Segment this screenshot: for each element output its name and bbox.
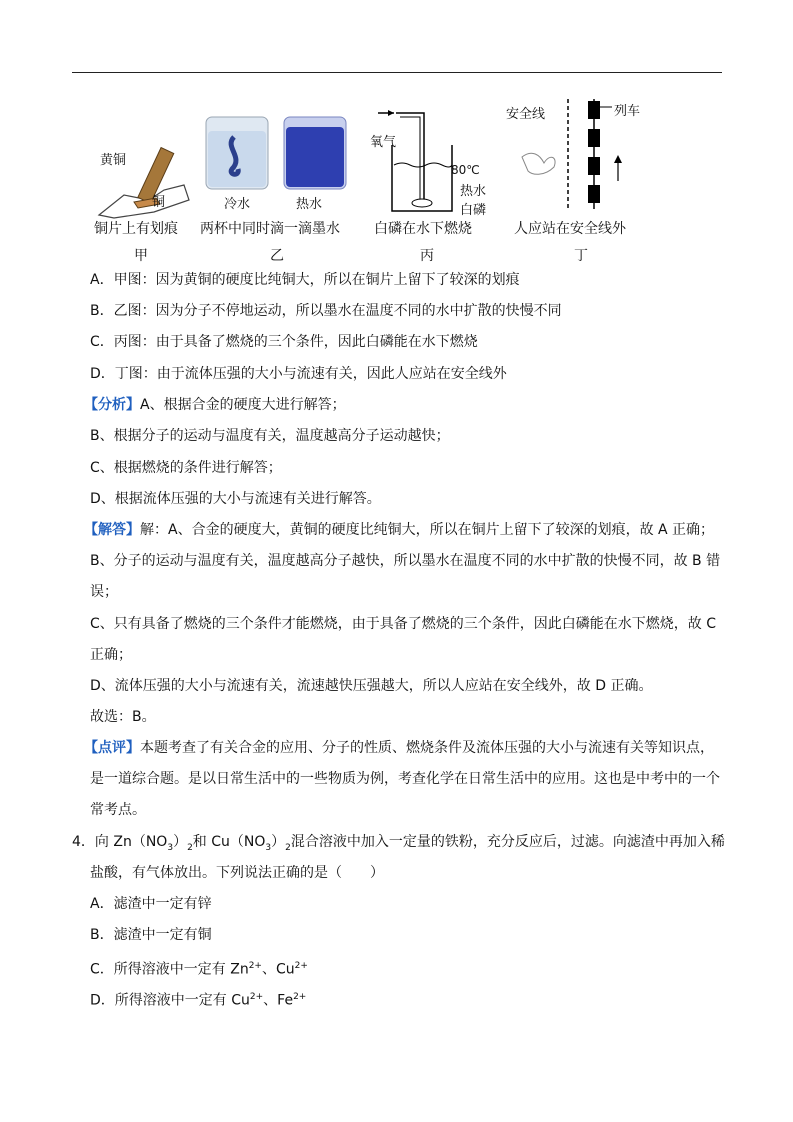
cold-water-label: 冷水 [224, 197, 251, 212]
analysis-text-1: A、根据合金的硬度大进行解答； [140, 397, 346, 413]
brass-label: 黄铜 [100, 153, 127, 168]
q4-option-d-mid: 、Fe [263, 992, 294, 1009]
q4-option-b: B．滤渣中一定有铜 [90, 927, 212, 943]
letter-ding: 丁 [574, 248, 588, 264]
ion-charge: 2+ [294, 961, 308, 971]
letter-bing: 丙 [420, 248, 434, 264]
answer-line-1 [84, 520, 714, 540]
copper-label: 铜 [152, 195, 166, 210]
ion-charge: 2+ [293, 992, 307, 1002]
caption-ding: 人应站在安全线外 [514, 221, 626, 237]
q4-stem-1a: 向 Zn（NO [94, 834, 168, 850]
answer-line-5: 正确； [90, 647, 132, 663]
caption-yi: 两杯中同时滴一滴墨水 [200, 221, 340, 237]
answer-line-6: D、流体压强的大小与流速有关，流速越快压强越大，所以人应站在安全线外，故 D 正确。 [90, 678, 653, 694]
q4-sub-3b: 3 [265, 842, 272, 853]
q3-option-c: C．丙图：由于具备了燃烧的三个条件，因此白磷能在水下燃烧 [90, 334, 478, 350]
comment-line-2: 是一道综合题。是以日常生活中的一些物质为例，考查化学在日常生活中的应用。这也是中考中的一个 [90, 771, 720, 787]
q4-stem-line-1 [72, 832, 725, 858]
analysis-line-1 [84, 395, 346, 415]
analysis-line-3: C、根据燃烧的条件进行解答； [90, 460, 282, 476]
answer-line-4: C、只有具备了燃烧的三个条件才能燃烧，由于具备了燃烧的三个条件，因此白磷能在水下燃烧，故 C [90, 616, 716, 632]
oxygen-label: 氧气 [370, 135, 397, 150]
answer-tag: 【解答】 [84, 522, 140, 538]
q3-option-d: D．丁图：由于流体压强的大小与流速有关，因此人应站在安全线外 [90, 366, 507, 382]
q3-option-a: A．甲图：因为黄铜的硬度比纯铜大，所以在铜片上留下了较深的划痕 [90, 272, 520, 288]
q4-option-c-pre: C．所得溶液中一定有 Zn [90, 961, 249, 978]
q4-option-d-pre: D．所得溶液中一定有 Cu [90, 992, 250, 1009]
q4-sub-2b: 2 [285, 842, 291, 853]
figure-panel [84, 95, 644, 265]
caption-jia: 铜片上有划痕 [94, 221, 178, 237]
letter-jia: 甲 [134, 248, 148, 264]
answer-text-1: 解：A、合金的硬度大，黄铜的硬度比纯铜大，所以在铜片上留下了较深的划痕，故 A 正确； [140, 522, 715, 538]
temperature-label: 80℃ [451, 163, 480, 177]
q4-sub-2a: 2 [187, 842, 193, 853]
ink-beakers-illustration [204, 113, 354, 193]
analysis-line-4: D、根据流体压强的大小与流速有关进行解答。 [90, 491, 381, 507]
analysis-tag: 【分析】 [84, 397, 140, 413]
answer-line-3: 误； [90, 584, 118, 600]
hot-water-label: 热水 [296, 197, 323, 212]
white-phosphorus-label: 白磷 [460, 203, 487, 218]
q3-option-b: B．乙图：因为分子不停地运动，所以墨水在温度不同的水中扩散的快慢不同 [90, 303, 562, 319]
q4-option-a: A．滤渣中一定有锌 [90, 896, 212, 912]
ion-charge: 2+ [248, 961, 262, 971]
q4-stem-1b: ） [173, 834, 188, 850]
hot-water-bing-label: 热水 [460, 184, 487, 199]
letter-yi: 乙 [270, 248, 284, 264]
comment-text-1: 本题考查了有关合金的应用、分子的性质、燃烧条件及流体压强的大小与流速有关等知识点， [140, 740, 714, 756]
train-label: 列车 [614, 104, 641, 119]
caption-bing: 白磷在水下燃烧 [374, 221, 472, 237]
q4-stem-1b2: ） [271, 834, 286, 850]
analysis-line-2: B、根据分子的运动与温度有关，温度越高分子运动越快； [90, 428, 450, 444]
q4-stem-1d: 混合溶液中加入一定量的铁粉，充分反应后，过滤。向滤渣中再加入稀 [290, 834, 725, 850]
header-rule [72, 72, 722, 73]
phosphorus-beaker-illustration [374, 107, 464, 217]
ion-charge: 2+ [249, 992, 264, 1002]
safety-line-label: 安全线 [506, 107, 546, 122]
answer-line-2: B、分子的运动与温度有关，温度越高分子越快，所以墨水在温度不同的水中扩散的快慢不同，故 B 错 [90, 553, 721, 569]
comment-line-3: 常考点。 [90, 802, 146, 818]
q4-number: 4． [72, 834, 95, 850]
q4-stem-line-2: 盐酸，有气体放出。下列说法正确的是（ ） [90, 865, 384, 881]
q4-sub-3a: 3 [167, 842, 174, 853]
answer-line-7: 故选：B。 [90, 709, 156, 725]
comment-line-1 [84, 738, 714, 758]
q4-option-c [90, 956, 308, 980]
comment-tag: 【点评】 [84, 740, 140, 756]
q4-stem-1c: 和 Cu（NO [192, 834, 266, 850]
q4-option-c-mid: 、Cu [261, 961, 295, 978]
q4-option-d [90, 987, 306, 1011]
